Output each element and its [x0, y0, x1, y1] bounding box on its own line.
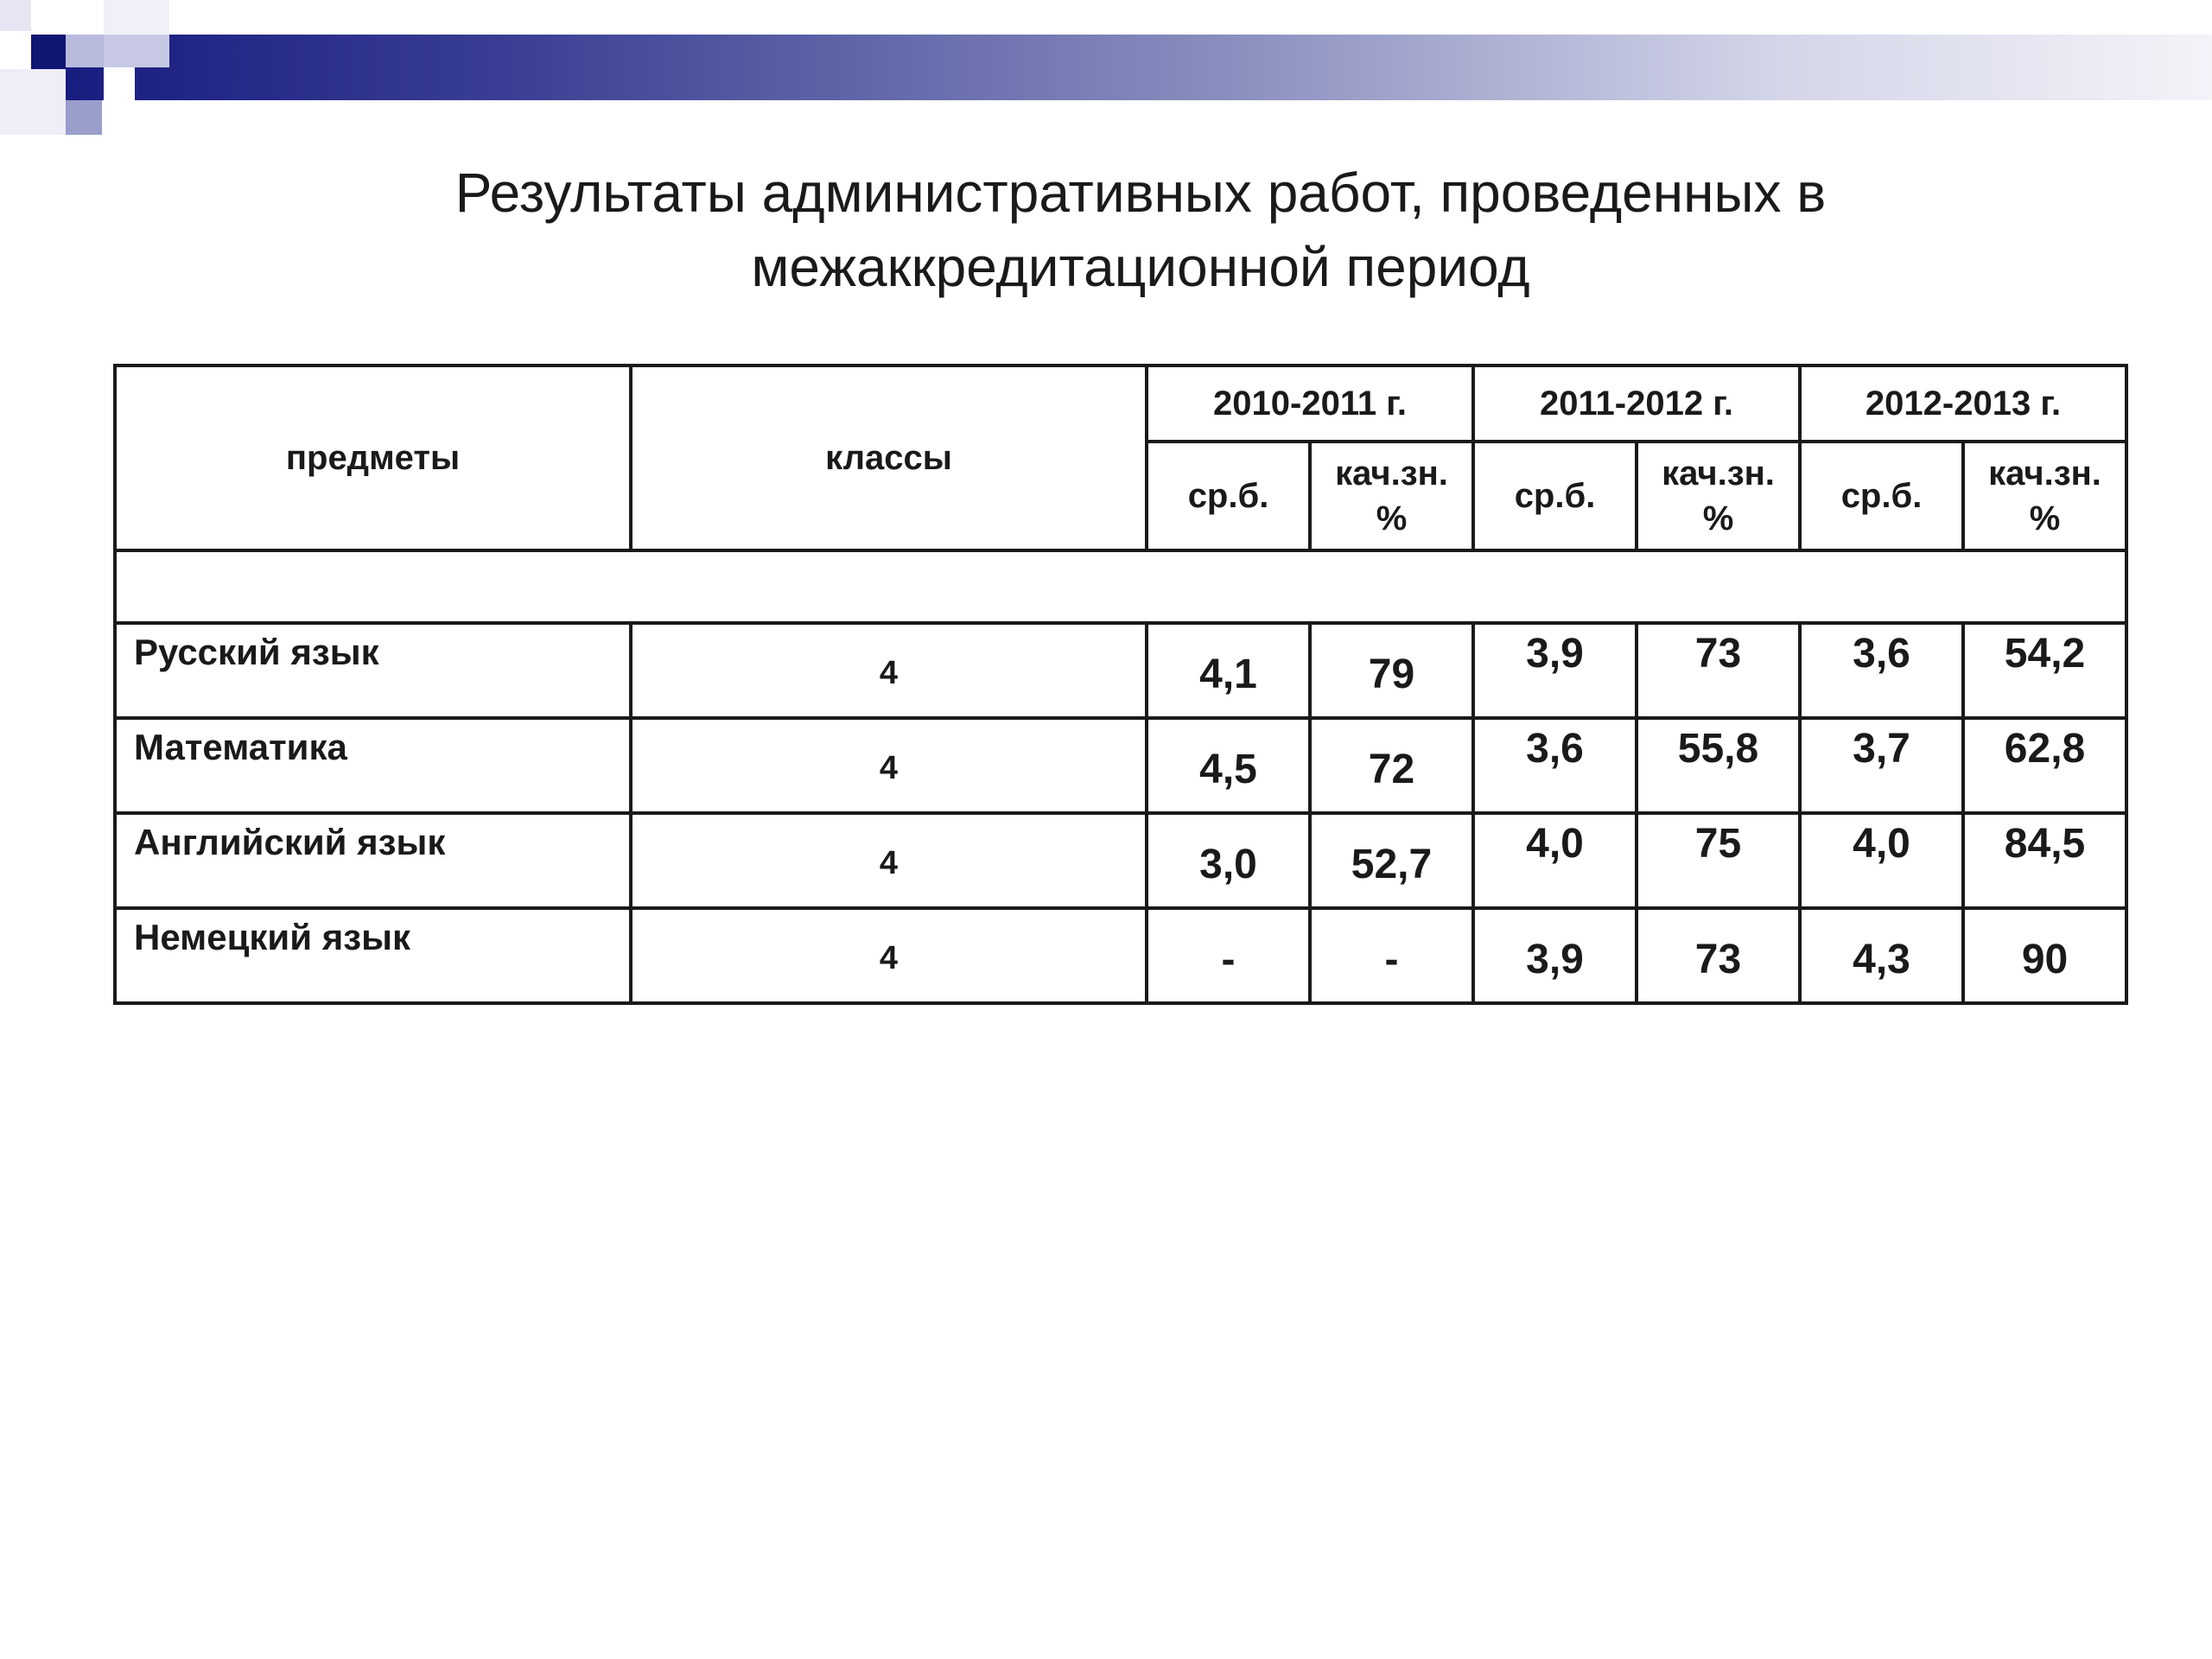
quality-cell: - — [1310, 908, 1473, 1003]
table-row — [115, 908, 2126, 1003]
avg-score-cell: 3,7 — [1800, 718, 1963, 813]
table-row — [115, 718, 2126, 813]
header-avg-score: ср.б. — [1147, 442, 1310, 550]
avg-score-cell: 4,0 — [1800, 813, 1963, 908]
class-cell: 4 — [631, 623, 1147, 718]
quality-cell: 72 — [1310, 718, 1473, 813]
header-percent-sign: % — [1702, 499, 1734, 537]
decor-square — [66, 35, 104, 67]
decor-square — [31, 35, 66, 69]
avg-score-cell: 4,0 — [1473, 813, 1637, 908]
quality-cell: 55,8 — [1637, 718, 1800, 813]
header-quality-label: кач.зн. — [1335, 454, 1448, 493]
subject-cell: Русский язык — [115, 623, 631, 718]
subject-cell: Немецкий язык — [115, 908, 631, 1003]
decor-square — [66, 100, 102, 135]
class-cell: 4 — [631, 718, 1147, 813]
empty-cell — [115, 550, 2126, 623]
quality-cell: 79 — [1310, 623, 1473, 718]
header-percent-sign: % — [1376, 499, 1408, 537]
quality-cell: 90 — [1963, 908, 2126, 1003]
header-year-2011-2012: 2011-2012 г. — [1473, 365, 1800, 442]
header-year-2012-2013: 2012-2013 г. — [1800, 365, 2126, 442]
decor-square — [104, 0, 169, 35]
decor-square — [0, 0, 31, 31]
header-quality-percent — [1310, 442, 1473, 550]
avg-score-cell: 3,0 — [1147, 813, 1310, 908]
table-row — [115, 623, 2126, 718]
quality-cell: 75 — [1637, 813, 1800, 908]
header-quality-label: кач.зн. — [1988, 454, 2101, 493]
avg-score-cell: 4,1 — [1147, 623, 1310, 718]
avg-score-cell: - — [1147, 908, 1310, 1003]
slide-title-line-1: Результаты административных работ, проведенных в — [454, 162, 1827, 224]
decor-square — [0, 69, 66, 135]
avg-score-cell: 3,6 — [1800, 623, 1963, 718]
header-percent-sign: % — [2029, 499, 2061, 537]
class-cell: 4 — [631, 813, 1147, 908]
empty-separator-row — [115, 550, 2126, 623]
quality-cell: 54,2 — [1963, 623, 2126, 718]
quality-cell: 62,8 — [1963, 718, 2126, 813]
results-table — [113, 364, 2128, 1005]
subject-cell: Английский язык — [115, 813, 631, 908]
header-avg-score: ср.б. — [1800, 442, 1963, 550]
decor-square — [104, 35, 169, 67]
avg-score-cell: 3,6 — [1473, 718, 1637, 813]
header-quality-percent — [1963, 442, 2126, 550]
header-row-years — [115, 365, 2126, 442]
table-row — [115, 813, 2126, 908]
quality-cell: 84,5 — [1963, 813, 2126, 908]
avg-score-cell: 4,3 — [1800, 908, 1963, 1003]
slide-title-line-2: межаккредитационной период — [751, 236, 1530, 298]
avg-score-cell: 3,9 — [1473, 908, 1637, 1003]
avg-score-cell: 4,5 — [1147, 718, 1310, 813]
header-gradient-bar — [35, 35, 2212, 100]
header-year-2010-2011: 2010-2011 г. — [1147, 365, 1473, 442]
header-quality-percent — [1637, 442, 1800, 550]
quality-cell: 73 — [1637, 623, 1800, 718]
header-subjects: предметы — [115, 365, 631, 550]
header-classes: классы — [631, 365, 1147, 550]
quality-cell: 52,7 — [1310, 813, 1473, 908]
header-avg-score: ср.б. — [1473, 442, 1637, 550]
slide-title — [173, 156, 2108, 304]
quality-cell: 73 — [1637, 908, 1800, 1003]
header-quality-label: кач.зн. — [1662, 454, 1775, 493]
avg-score-cell: 3,9 — [1473, 623, 1637, 718]
slide-decoration — [0, 0, 2212, 138]
decor-square — [104, 67, 135, 100]
class-cell: 4 — [631, 908, 1147, 1003]
subject-cell: Математика — [115, 718, 631, 813]
